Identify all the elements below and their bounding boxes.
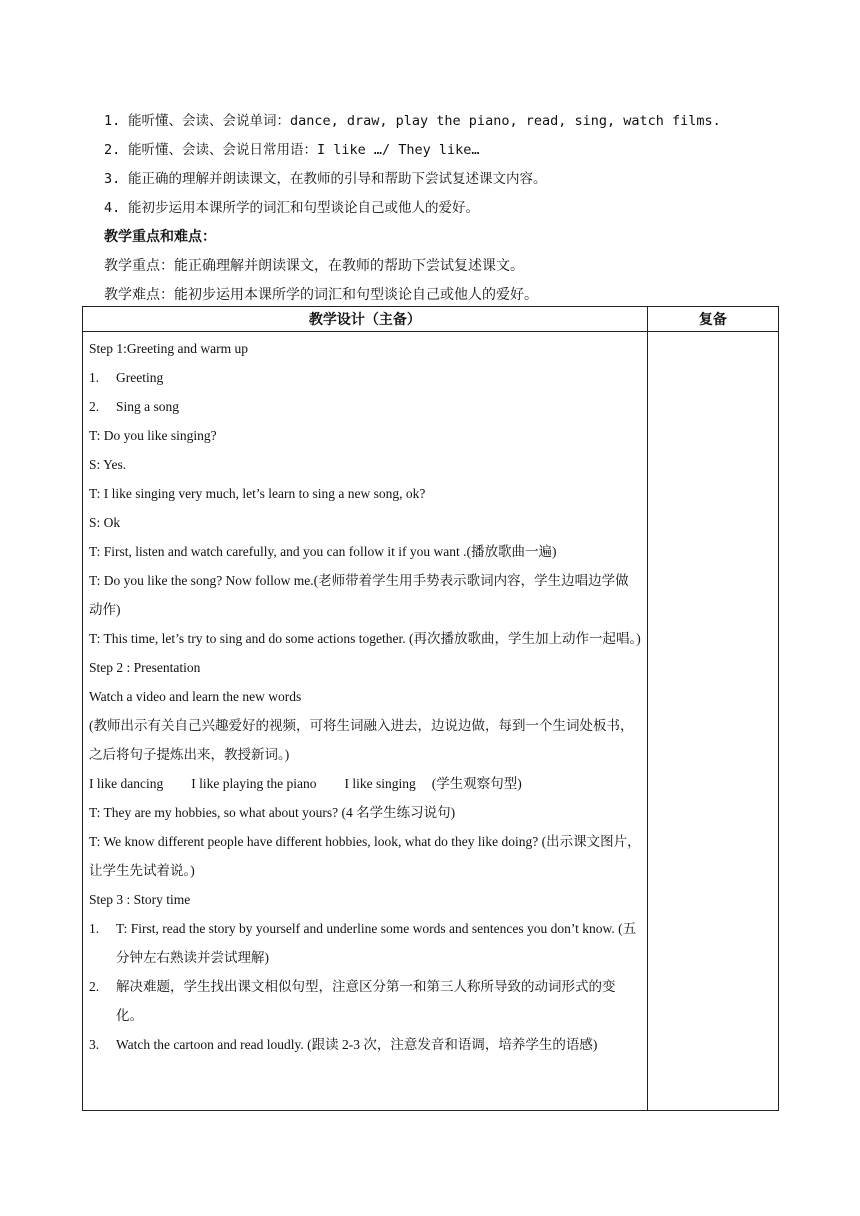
list-item: 2. Sing a song [89,399,180,414]
objective-text: 能初步运用本课所学的词汇和句型谈论自己或他人的爱好。 [128,200,479,216]
header-side: 复备 [647,307,778,332]
difficult-point: 教学难点：能初步运用本课所学的词汇和句型谈论自己或他人的爱好。 [104,287,538,303]
objective-text: 能正确的理解并朗读课文，在教师的引导和帮助下尝试复述课文内容。 [128,171,547,187]
objective-text: 能听懂、会读、会说单词：dance, draw, play the piano, read, sing, watch films. [128,113,721,129]
dialogue-line: T: First, listen and watch carefully, and you can follow it if you want .(播放歌曲一遍) [89,544,557,559]
review-cell [647,332,778,1111]
step2-line: T: They are my hobbies, so what about yours? (4 名学生练习说句) [89,805,456,820]
list-item: 2. 解决难题，学生找出课文相似句型，注意区分第一和第三人称所导致的动词形式的变化。 [89,979,616,1023]
dialogue-line: T: Do you like the song? Now follow me.(老师带着学生用手势表示歌词内容，学生边唱边学做动作) [89,573,629,617]
header-main: 教学设计（主备） [83,307,648,332]
example-sentence: I like singing [344,776,416,791]
objective-text: 能听懂、会读、会说日常用语：I like …/ They like… [128,142,480,158]
step2-line: (教师出示有关自己兴趣爱好的视频，可将生词融入进去，边说边做，每到一个生词处板书，之后将句子提炼出来，教授新词。) [89,718,634,762]
dialogue-line: T: This time, let’s try to sing and do some actions together. (再次播放歌曲，学生加上动作一起唱。) [89,631,641,646]
dialogue-line: S: Yes. [89,457,127,472]
objective-item: 4. 能初步运用本课所学的词汇和句型谈论自己或他人的爱好。 [104,200,479,216]
example-sentence: I like dancing [89,776,164,791]
list-item: 1. Greeting [89,370,164,385]
step3-title: Step 3 : Story time [89,892,191,907]
objectives-list [104,110,804,226]
example-note: (学生观察句型) [431,776,522,791]
dialogue-line: T: Do you like singing? [89,428,217,443]
objective-item: 3. 能正确的理解并朗读课文，在教师的引导和帮助下尝试复述课文内容。 [104,171,547,187]
lesson-design-table [82,306,779,1111]
step2-line: T: We know different people have different hobbies, look, what do they like doing? (出示课文图片，让学生先试着说。) [89,834,641,878]
dialogue-line: T: I like singing very much, let’s learn to sing a new song, ok? [89,486,426,501]
dialogue-line: S: Ok [89,515,121,530]
objective-item: 1. 能听懂、会读、会说单词：dance, draw, play the piano, read, sing, watch films. [104,113,721,129]
example-sentences [89,769,641,798]
step2-line: Watch a video and learn the new words [89,689,302,704]
design-cell [83,332,648,1111]
example-sentence: I like playing the piano [191,776,317,791]
key-point: 教学重点：能正确理解并朗读课文，在教师的帮助下尝试复述课文。 [104,258,524,274]
step1-title: Step 1:Greeting and warm up [89,341,248,356]
focus-heading: 教学重点和难点： [104,229,216,245]
step2-title: Step 2 : Presentation [89,660,201,675]
list-item: 3. Watch the cartoon and read loudly. (跟读 2-3 次，注意发音和语调，培养学生的语感) [89,1037,598,1052]
objective-item: 2. 能听懂、会读、会说日常用语：I like …/ They like… [104,142,480,158]
list-item: 1. T: First, read the story by yourself and underline some words and sentences you don’t know. (五分钟左右熟读并尝试理解) [89,921,637,965]
